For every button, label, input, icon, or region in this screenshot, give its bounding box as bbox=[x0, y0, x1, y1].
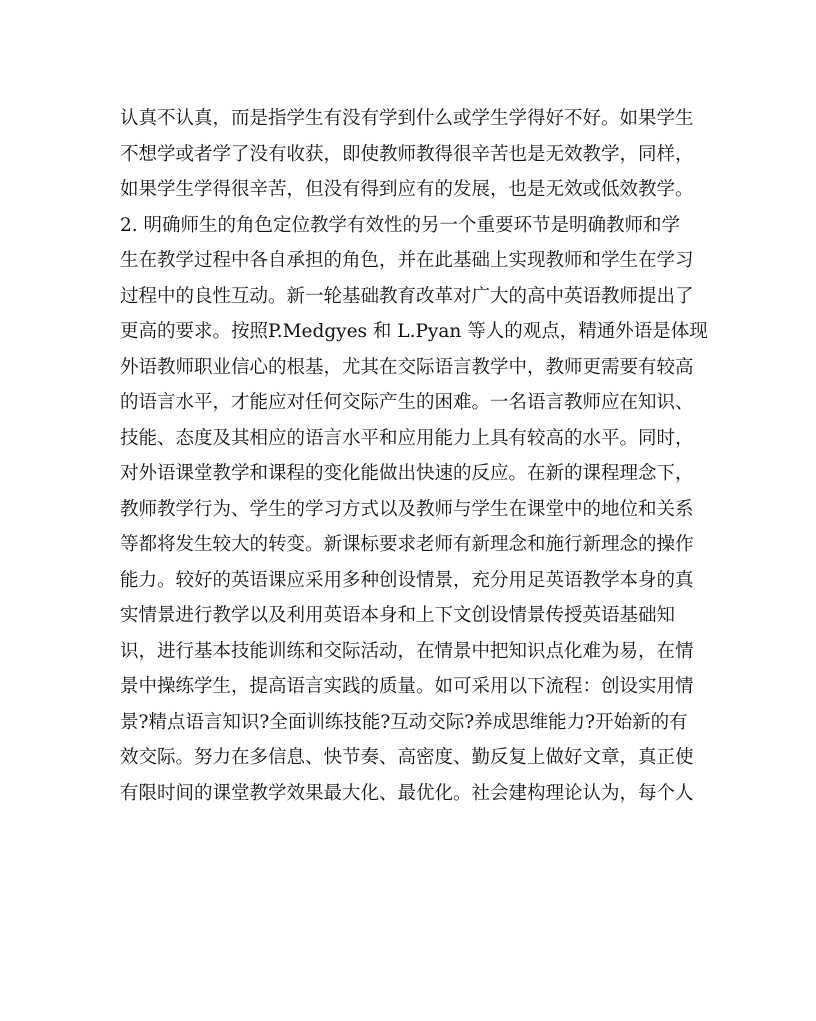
text-line-4: 2. 明确师生的角色定位教学有效性的另一个重要环节是明确教师和学 bbox=[120, 214, 681, 236]
text-line-19: 效交际。努力在多信息、快节奏、高密度、勤反复上做好文章，真正使 bbox=[120, 747, 694, 768]
text-line-16: 识，进行基本技能训练和交际活动，在情景中把知识点化难为易，在情 bbox=[120, 640, 694, 662]
text-line-10: 技能、态度及其相应的语言水平和应用能力上具有较高的水平。同时， bbox=[120, 427, 694, 449]
text-line-9: 的语言水平，才能应对任何交际产生的困难。一名语言教师应在知识、 bbox=[120, 392, 694, 413]
text-line-7: 更高的要求。按照P.Medgyes 和 L.Pyan 等人的观点，精通外语是体现 bbox=[120, 321, 708, 342]
text-line-13: 等都将发生较大的转变。新课标要求老师有新理念和施行新理念的操作 bbox=[120, 534, 694, 555]
text-line-1: 认真不认真，而是指学生有没有学到什么或学生学得好不好。如果学生 bbox=[120, 108, 694, 129]
text-line-2: 不想学或者学了没有收获，即使教师教得很辛苦也是无效教学，同样， bbox=[120, 143, 694, 165]
text-line-15: 实情景进行教学以及利用英语本身和上下文创设情景传授英语基础知 bbox=[120, 605, 676, 626]
text-line-20: 有限时间的课堂教学效果最大化、最优化。社会建构理论认为，每个人 bbox=[120, 782, 694, 804]
text-line-11: 对外语课堂教学和课程的变化能做出快速的反应。在新的课程理念下， bbox=[120, 463, 694, 484]
text-line-18: 景?精点语言知识?全面训练技能?互动交际?养成思维能力?开始新的有 bbox=[120, 711, 688, 733]
text-line-12: 教师教学行为、学生的学习方式以及教师与学生在课堂中的地位和关系 bbox=[120, 498, 694, 520]
text-line-3: 如果学生学得很辛苦，但没有得到应有的发展，也是无效或低效教学。 bbox=[120, 179, 694, 200]
text-line-6: 过程中的良性互动。新一轮基础教育改革对广大的高中英语教师提出了 bbox=[120, 285, 694, 307]
text-line-5: 生在教学过程中各自承担的角色，并在此基础上实现教师和学生在学习 bbox=[120, 250, 694, 271]
text-line-17: 景中操练学生，提高语言实践的质量。如可采用以下流程：创设实用情 bbox=[120, 676, 694, 697]
text-line-14: 能力。较好的英语课应采用多种创设情景，充分用足英语教学本身的真 bbox=[120, 569, 694, 591]
body-text bbox=[120, 101, 708, 811]
text-line-8: 外语教师职业信心的根基，尤其在交际语言教学中，教师更需要有较高 bbox=[120, 356, 694, 378]
